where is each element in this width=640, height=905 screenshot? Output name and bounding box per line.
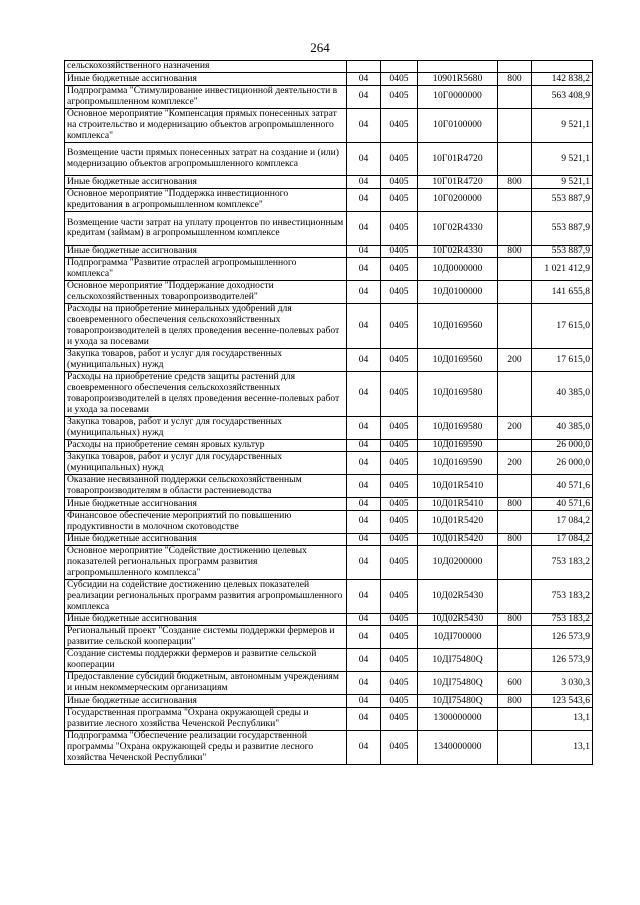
row-name-cell: Иные бюджетные ассигнования (65, 245, 347, 257)
table-row (65, 498, 593, 510)
subsection-code-cell: 0405 (381, 73, 418, 85)
amount-cell: 123 543,6 (532, 695, 593, 707)
expense-type-cell (498, 626, 532, 649)
expense-type-cell: 800 (498, 176, 532, 188)
amount-cell: 126 573,9 (532, 649, 593, 672)
row-name-cell: Расходы на приобретение минеральных удобрений для своевременного обеспечения сельскохозяйственных товаропроизводителей в целях проведения весенне-полевых работ и ухода за посевами (65, 304, 347, 349)
subsection-code-cell: 0405 (381, 85, 418, 108)
expense-type-cell: 800 (498, 533, 532, 545)
section-code-cell: 04 (347, 475, 381, 498)
amount-cell: 553 887,9 (532, 211, 593, 245)
target-article-cell: 10Г01R4720 (418, 142, 498, 176)
target-article-cell (418, 61, 498, 73)
amount-cell: 40 385,0 (532, 372, 593, 417)
section-code-cell: 04 (347, 348, 381, 371)
target-article-cell: 10Д0169590 (418, 439, 498, 451)
expense-type-cell (498, 142, 532, 176)
section-code-cell: 04 (347, 533, 381, 545)
row-name-cell: Основное мероприятие "Содействие достижению целевых показателей региональных программ развития агропромышленного комплекса" (65, 545, 347, 579)
section-code-cell: 04 (347, 672, 381, 695)
expense-type-cell: 800 (498, 245, 532, 257)
row-name-cell: Оказание несвязанной поддержки сельскохозяйственным товаропроизводителям в области растениеводства (65, 475, 347, 498)
table-row (65, 348, 593, 371)
section-code-cell: 04 (347, 649, 381, 672)
expense-type-cell (498, 579, 532, 613)
expense-type-cell (498, 730, 532, 764)
section-code-cell: 04 (347, 281, 381, 304)
row-name-cell: Расходы на приобретение средств защиты растений для своевременного обеспечения сельскохозяйственных товаропроизводителей в целях проведения весенне-полевых работ и ухода за посевами (65, 372, 347, 417)
table-row (65, 176, 593, 188)
amount-cell: 40 571,6 (532, 475, 593, 498)
section-code-cell: 04 (347, 176, 381, 188)
page-number: 264 (310, 40, 330, 55)
expense-type-cell: 800 (498, 613, 532, 625)
amount-cell: 563 408,9 (532, 85, 593, 108)
section-code-cell: 04 (347, 188, 381, 211)
target-article-cell: 10Г0100000 (418, 108, 498, 142)
subsection-code-cell: 0405 (381, 626, 418, 649)
table-row (65, 245, 593, 257)
amount-cell: 553 887,9 (532, 188, 593, 211)
expense-type-cell (498, 475, 532, 498)
expense-type-cell (498, 61, 532, 73)
expense-type-cell (498, 372, 532, 417)
amount-cell (532, 61, 593, 73)
amount-cell: 17 615,0 (532, 348, 593, 371)
table-row (65, 613, 593, 625)
target-article-cell: 10Д02R5430 (418, 613, 498, 625)
subsection-code-cell: 0405 (381, 416, 418, 439)
target-article-cell: 10Г02R4330 (418, 245, 498, 257)
amount-cell: 40 571,6 (532, 498, 593, 510)
amount-cell: 9 521,1 (532, 108, 593, 142)
row-name-cell: Подпрограмма "Развитие отраслей агропромышленного комплекса" (65, 258, 347, 281)
expense-type-cell: 800 (498, 73, 532, 85)
target-article-cell: 10ДI700000 (418, 626, 498, 649)
table-row (65, 730, 593, 764)
table-row (65, 211, 593, 245)
target-article-cell: 10Д01R5410 (418, 498, 498, 510)
subsection-code-cell: 0405 (381, 439, 418, 451)
target-article-cell: 10Д0169560 (418, 348, 498, 371)
section-code-cell: 04 (347, 707, 381, 730)
subsection-code-cell: 0405 (381, 510, 418, 533)
section-code-cell: 04 (347, 416, 381, 439)
target-article-cell: 10Г01R4720 (418, 176, 498, 188)
section-code-cell: 04 (347, 142, 381, 176)
amount-cell: 17 084,2 (532, 533, 593, 545)
expense-type-cell: 600 (498, 672, 532, 695)
subsection-code-cell: 0405 (381, 579, 418, 613)
section-code-cell: 04 (347, 510, 381, 533)
amount-cell: 26 000,0 (532, 439, 593, 451)
amount-cell: 13,1 (532, 730, 593, 764)
expense-type-cell (498, 108, 532, 142)
target-article-cell: 10Д01R5410 (418, 475, 498, 498)
subsection-code-cell: 0405 (381, 304, 418, 349)
section-code-cell (347, 61, 381, 73)
table-row (65, 281, 593, 304)
subsection-code-cell: 0405 (381, 211, 418, 245)
row-name-cell: Возмещение части затрат на уплату процентов по инвестиционным кредитам (займам) в агропромышленном комплексе (65, 211, 347, 245)
target-article-cell: 10Г0200000 (418, 188, 498, 211)
target-article-cell: 10Д0000000 (418, 258, 498, 281)
subsection-code-cell: 0405 (381, 672, 418, 695)
amount-cell: 753 183,2 (532, 579, 593, 613)
subsection-code-cell: 0405 (381, 176, 418, 188)
target-article-cell: 10ДI75480Q (418, 649, 498, 672)
subsection-code-cell: 0405 (381, 108, 418, 142)
subsection-code-cell: 0405 (381, 533, 418, 545)
target-article-cell: 10Д0169560 (418, 304, 498, 349)
expense-type-cell (498, 707, 532, 730)
row-name-cell: Иные бюджетные ассигнования (65, 498, 347, 510)
expense-type-cell (498, 85, 532, 108)
target-article-cell: 10901R5680 (418, 73, 498, 85)
table-row (65, 579, 593, 613)
amount-cell: 9 521,1 (532, 176, 593, 188)
expense-type-cell (498, 281, 532, 304)
expense-type-cell: 800 (498, 498, 532, 510)
section-code-cell: 04 (347, 439, 381, 451)
row-name-cell: Иные бюджетные ассигнования (65, 613, 347, 625)
expense-type-cell: 800 (498, 695, 532, 707)
expense-type-cell: 200 (498, 416, 532, 439)
subsection-code-cell (381, 61, 418, 73)
subsection-code-cell: 0405 (381, 245, 418, 257)
budget-table (64, 60, 593, 765)
section-code-cell: 04 (347, 245, 381, 257)
target-article-cell: 10Д0169580 (418, 372, 498, 417)
row-name-cell: Субсидии на содействие достижению целевых показателей реализации региональных программ развития агропромышленного комплекса (65, 579, 347, 613)
section-code-cell: 04 (347, 73, 381, 85)
amount-cell: 26 000,0 (532, 452, 593, 475)
subsection-code-cell: 0405 (381, 281, 418, 304)
target-article-cell: 10ДI75480Q (418, 672, 498, 695)
table-row (65, 73, 593, 85)
table-row (65, 372, 593, 417)
subsection-code-cell: 0405 (381, 613, 418, 625)
amount-cell: 141 655,8 (532, 281, 593, 304)
expense-type-cell: 200 (498, 348, 532, 371)
target-article-cell: 10Д0100000 (418, 281, 498, 304)
row-name-cell: Закупка товаров, работ и услуг для государственных (муниципальных) нужд (65, 452, 347, 475)
table-row (65, 707, 593, 730)
row-name-cell: Основное мероприятие "Поддержка инвестиционного кредитования в агропромышленном комплексе" (65, 188, 347, 211)
section-code-cell: 04 (347, 211, 381, 245)
subsection-code-cell: 0405 (381, 707, 418, 730)
table-row (65, 142, 593, 176)
table-row (65, 626, 593, 649)
table-row (65, 510, 593, 533)
budget-table-body (65, 61, 593, 765)
table-row (65, 695, 593, 707)
expense-type-cell (498, 188, 532, 211)
row-name-cell: Закупка товаров, работ и услуг для государственных (муниципальных) нужд (65, 348, 347, 371)
table-row (65, 85, 593, 108)
target-article-cell: 10ДI75480Q (418, 695, 498, 707)
subsection-code-cell: 0405 (381, 498, 418, 510)
row-name-cell: Расходы на приобретение семян яровых культур (65, 439, 347, 451)
row-name-cell: Иные бюджетные ассигнования (65, 533, 347, 545)
section-code-cell: 04 (347, 372, 381, 417)
subsection-code-cell: 0405 (381, 348, 418, 371)
section-code-cell: 04 (347, 579, 381, 613)
table-row (65, 452, 593, 475)
target-article-cell: 10Д0200000 (418, 545, 498, 579)
amount-cell: 3 030,3 (532, 672, 593, 695)
section-code-cell: 04 (347, 85, 381, 108)
expense-type-cell (498, 258, 532, 281)
expense-type-cell (498, 510, 532, 533)
section-code-cell: 04 (347, 498, 381, 510)
subsection-code-cell: 0405 (381, 695, 418, 707)
row-name-cell: Государственная программа "Охрана окружающей среды и развитие лесного хозяйства Чеченской Республики" (65, 707, 347, 730)
amount-cell: 9 521,1 (532, 142, 593, 176)
target-article-cell: 1340000000 (418, 730, 498, 764)
row-name-cell: Финансовое обеспечение мероприятий по повышению продуктивности в молочном скотоводстве (65, 510, 347, 533)
subsection-code-cell: 0405 (381, 452, 418, 475)
table-row (65, 304, 593, 349)
target-article-cell: 10Г02R4330 (418, 211, 498, 245)
amount-cell: 40 385,0 (532, 416, 593, 439)
target-article-cell: 10Д01R5420 (418, 510, 498, 533)
table-row (65, 475, 593, 498)
expense-type-cell (498, 439, 532, 451)
expense-type-cell: 200 (498, 452, 532, 475)
subsection-code-cell: 0405 (381, 372, 418, 417)
row-name-cell: сельскохозяйственного назначения (65, 61, 347, 73)
table-row (65, 649, 593, 672)
subsection-code-cell: 0405 (381, 258, 418, 281)
expense-type-cell (498, 304, 532, 349)
target-article-cell: 10Д01R5420 (418, 533, 498, 545)
expense-type-cell (498, 211, 532, 245)
section-code-cell: 04 (347, 258, 381, 281)
section-code-cell: 04 (347, 613, 381, 625)
row-name-cell: Закупка товаров, работ и услуг для государственных (муниципальных) нужд (65, 416, 347, 439)
row-name-cell: Региональный проект "Создание системы поддержки фермеров и развитие сельской кооперации" (65, 626, 347, 649)
table-row (65, 439, 593, 451)
row-name-cell: Предоставление субсидий бюджетным, автономным учреждениям и иным некоммерческим организациям (65, 672, 347, 695)
expense-type-cell (498, 545, 532, 579)
row-name-cell: Основное мероприятие "Поддержание доходности сельскохозяйственных товаропроизводителей" (65, 281, 347, 304)
table-row (65, 258, 593, 281)
row-name-cell: Иные бюджетные ассигнования (65, 695, 347, 707)
amount-cell: 17 615,0 (532, 304, 593, 349)
table-row (65, 416, 593, 439)
row-name-cell: Основное мероприятие "Компенсация прямых понесенных затрат на строительство и модернизацию объектов агропромышленного комплекса" (65, 108, 347, 142)
row-name-cell: Возмещение части прямых понесенных затрат на создание и (или) модернизацию объектов агропромышленного комплекса (65, 142, 347, 176)
subsection-code-cell: 0405 (381, 649, 418, 672)
subsection-code-cell: 0405 (381, 730, 418, 764)
section-code-cell: 04 (347, 695, 381, 707)
target-article-cell: 10Г0000000 (418, 85, 498, 108)
section-code-cell: 04 (347, 730, 381, 764)
subsection-code-cell: 0405 (381, 545, 418, 579)
table-row (65, 61, 593, 73)
row-name-cell: Подпрограмма "Стимулирование инвестиционной деятельности в агропромышленном комплексе" (65, 85, 347, 108)
target-article-cell: 10Д02R5430 (418, 579, 498, 613)
amount-cell: 142 838,2 (532, 73, 593, 85)
target-article-cell: 10Д0169580 (418, 416, 498, 439)
section-code-cell: 04 (347, 304, 381, 349)
row-name-cell: Подпрограмма "Обеспечение реализации государственной программы "Охрана окружающей среды и развитие лесного хозяйства Чеченской Республики" (65, 730, 347, 764)
section-code-cell: 04 (347, 545, 381, 579)
amount-cell: 13,1 (532, 707, 593, 730)
section-code-cell: 04 (347, 108, 381, 142)
amount-cell: 126 573,9 (532, 626, 593, 649)
table-row (65, 672, 593, 695)
table-row (65, 188, 593, 211)
section-code-cell: 04 (347, 626, 381, 649)
amount-cell: 553 887,9 (532, 245, 593, 257)
amount-cell: 753 183,2 (532, 545, 593, 579)
subsection-code-cell: 0405 (381, 475, 418, 498)
row-name-cell: Иные бюджетные ассигнования (65, 73, 347, 85)
amount-cell: 17 084,2 (532, 510, 593, 533)
table-row (65, 108, 593, 142)
row-name-cell: Иные бюджетные ассигнования (65, 176, 347, 188)
expense-type-cell (498, 649, 532, 672)
table-row (65, 545, 593, 579)
subsection-code-cell: 0405 (381, 142, 418, 176)
subsection-code-cell: 0405 (381, 188, 418, 211)
target-article-cell: 10Д0169590 (418, 452, 498, 475)
row-name-cell: Создание системы поддержки фермеров и развитие сельской кооперации (65, 649, 347, 672)
section-code-cell: 04 (347, 452, 381, 475)
table-row (65, 533, 593, 545)
amount-cell: 1 021 412,9 (532, 258, 593, 281)
amount-cell: 753 183,2 (532, 613, 593, 625)
target-article-cell: 1300000000 (418, 707, 498, 730)
